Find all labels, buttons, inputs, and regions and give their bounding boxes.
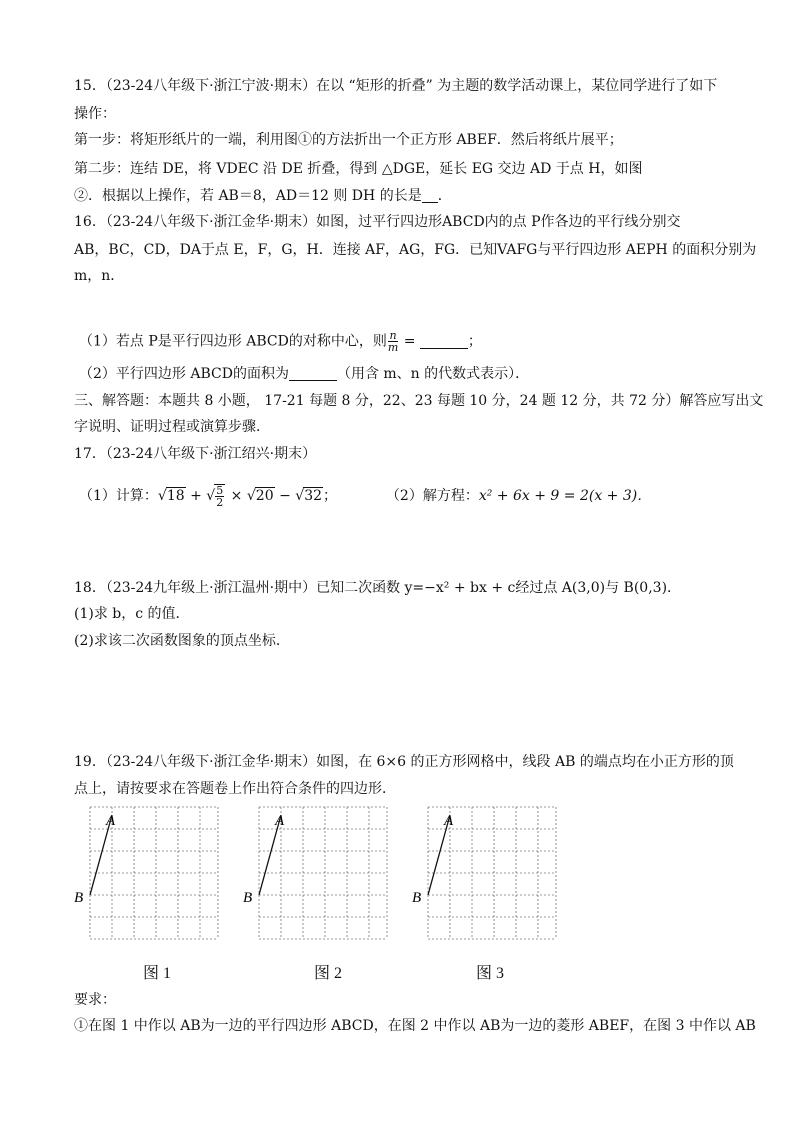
q16-line-2: AB，BC，CD，DA于点 E，F，G，H．连接 AF，AG，FG．已知VAFG与平行四边形 AEPH 的面积分别为 [74, 242, 757, 258]
grid-figure-1 [72, 805, 222, 945]
q18-part-1: (1)求 b，c 的值． [74, 606, 190, 622]
q15-line-5-text: ②．根据以上操作，若 AB＝8，AD＝12 则 DH 的长是 [74, 188, 422, 204]
sqrt-18: 18 [166, 488, 185, 504]
q17-equation: x² + 6x + 9 = 2(x + 3)． [478, 488, 652, 504]
grid-figure-2 [241, 805, 391, 945]
q16-part-1-answer-blank[interactable] [420, 334, 468, 349]
sqrt-fraction [214, 484, 225, 508]
point-a-label: A [275, 813, 285, 829]
sqrt-20: 20 [255, 488, 274, 504]
q16-part-1-end: ； [467, 333, 482, 350]
point-b-label: B [243, 890, 253, 906]
q15-line-1: 15．（23-24八年级下·浙江宁波·期末）在以 “矩形的折叠” 为主题的数学活动课上，某位同学进行了如下 [74, 78, 718, 94]
q16-part-2 [79, 364, 529, 384]
q16-part-2-text: （2）平行四边形 ABCD的面积为 [79, 366, 289, 382]
q16-part-2-answer-blank[interactable] [289, 366, 337, 381]
q15-line-5 [74, 186, 452, 206]
q15-line-2: 操作： [74, 106, 116, 122]
q17-part-1: （1）计算：√18 + √ $\frac{5}{2}$ × √20 − √32； （2）解方程：x² + 6x + 9 = 2(x + 3)． [79, 484, 652, 509]
q16-line-1: 16．（23-24八年级下·浙江金华·期末）如图，过平行四边形ABCD内的点 P作各边的平行线分别交 [74, 214, 681, 230]
q19-line-2: 点上，请按要求在答题卷上作出符合条件的四边形． [74, 781, 396, 797]
q16-part-1-text: （1）若点 P是平行四边形 ABCD的对称中心，则 [79, 333, 387, 350]
q17-line-1: 17．（23-24八年级下·浙江绍兴·期末） [74, 446, 317, 462]
fraction-n-over-m [388, 330, 398, 353]
section-3-line-2: 字说明、证明过程或演算步骤． [74, 419, 270, 435]
q15-line-4: 第二步：连结 DE，将 VDEC 沿 DE 折叠，得到 △DGE，延长 EG 交边 AD 于点 H，如图 [74, 161, 643, 177]
q19-requirements-label: 要求： [74, 992, 116, 1008]
fraction-denominator: m [387, 341, 399, 354]
grid-figure-3 [410, 805, 560, 945]
q15-line-3: 第一步：将矩形纸片的一端，利用图①的方法折出一个正方形 ABEF．然后将纸片展平； [74, 132, 623, 148]
q15-answer-blank[interactable] [422, 188, 438, 203]
fraction-2: 2 [216, 496, 224, 509]
q19-line-1: 19．（23-24八年级下·浙江金华·期末）如图，在 6×6 的正方形网格中，线段 AB 的端点均在小正方形的顶 [74, 754, 734, 770]
fraction-numerator: n [389, 329, 397, 342]
point-a-label: A [444, 813, 454, 829]
section-3-line-1: 三、解答题：本题共 8 小题， 17-21 每题 8 分，22、23 每题 10 分，24 题 12 分，共 72 分）解答应写出文 [74, 393, 764, 409]
point-b-label: B [74, 890, 84, 906]
q18-part-2: (2)求该二次函数图象的顶点坐标． [74, 633, 290, 649]
q18-line-1: 18．（23-24九年级上·浙江温州·期中）已知二次函数 y=−x² + bx + c经过点 A(3,0)与 B(0,3)． [74, 580, 682, 596]
q17-part-1-label: （1）计算： [79, 488, 158, 504]
figure-1-caption: 图 1 [143, 965, 172, 982]
figure-2-caption: 图 2 [314, 965, 343, 982]
figure-3-caption: 图 3 [476, 965, 505, 982]
q19-requirement-1: ①在图 1 中作以 AB为一边的平行四边形 ABCD，在图 2 中作以 AB为一边的菱形 ABEF，在图 3 中作以 AB [74, 1018, 756, 1034]
equals-sign: = [399, 333, 420, 350]
q16-part-2-end: （用含 m、n 的代数式表示）． [336, 366, 530, 382]
point-a-label: A [106, 813, 116, 829]
fraction-5: 5 [216, 484, 224, 497]
point-b-label: B [412, 890, 422, 906]
q17-part-2-label: （2）解方程： [385, 488, 479, 504]
q16-line-3: m，n． [74, 268, 125, 284]
q15-line-5-end: ． [437, 188, 452, 204]
q16-part-1 [79, 330, 482, 353]
sqrt-32: 32 [304, 488, 323, 504]
